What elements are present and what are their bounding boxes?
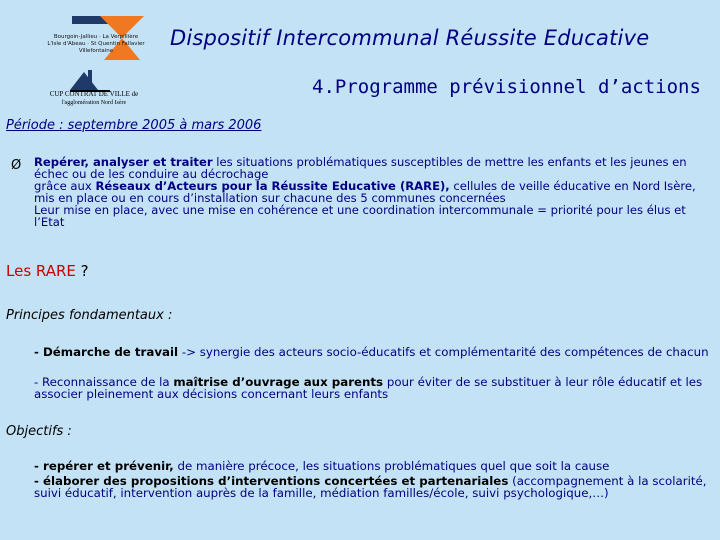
intro-line-3: Leur mise en place, avec une mise en cohérence et une coordination intercommunale = priorité pour les élus et l’Etat <box>34 203 686 229</box>
principle-item-1 <box>34 346 716 358</box>
objective-item-2 <box>34 475 716 499</box>
logo-communes-line: Bourgoin-Jallieu · La Verpillière <box>53 34 139 40</box>
logo-communes-line: Villefontaine <box>78 48 114 54</box>
logo-communes-line: L'Isle d'Abeau · St Quentin Fallavier <box>47 41 145 47</box>
principle-bold: - Démarche de travail <box>34 345 179 359</box>
objectives-heading: Objectifs : <box>6 424 72 439</box>
page-title: Dispositif Intercommunal Réussite Educative <box>170 26 650 50</box>
logo-communes-text <box>34 34 158 55</box>
principle-bold: maîtrise d’ouvrage aux parents <box>173 375 384 389</box>
rare-heading-rest: ? <box>75 262 89 280</box>
principle-item-2 <box>34 376 716 400</box>
contrat-de-ville-logo <box>34 68 154 112</box>
intro-line-1 <box>34 156 702 180</box>
intro-text: les situations problématiques susceptibles de mettre les enfants et les jeunes en échec ou de les conduire au décrochage <box>34 155 687 181</box>
objective-bold: - repérer et prévenir, <box>34 459 174 473</box>
page-subtitle: 4.Programme prévisionnel d’actions <box>312 76 701 98</box>
partner-communes-logo <box>34 16 158 64</box>
intro-line-2 <box>34 180 702 204</box>
objective-item-1 <box>34 460 716 472</box>
principle-text: -> synergie des acteurs socio-éducatifs et complémentarité des compétences de chacun <box>178 345 709 359</box>
principles-heading: Principes fondamentaux : <box>6 308 173 323</box>
objective-text: (accompagnement à la scolarité, suivi éducatif, intervention auprès de la famille, médiation familles/école, suivi psychologique,…) <box>34 474 707 501</box>
logo-cup-label: CUP CONTRAT DE VILLE de <box>49 90 139 98</box>
principle-text: - Reconnaissance de la <box>34 375 174 389</box>
rare-heading <box>6 262 89 280</box>
arrow-bullet-icon: Ø <box>11 158 22 173</box>
period-label: Période : septembre 2005 à mars 2006 <box>6 118 262 133</box>
building-logo-icon <box>34 68 154 92</box>
intro-bold: Réseaux d’Acteurs pour la Réussite Educative (RARE), <box>95 179 450 193</box>
logo-agglomeration-label: l'agglomération Nord Isère <box>61 100 127 106</box>
intro-bold: Repérer, analyser et traiter <box>34 155 213 169</box>
objective-text: de manière précoce, les situations problématiques quel que soit la cause <box>173 459 610 473</box>
objective-bold: - élaborer des propositions d’interventions concertées et partenariales <box>34 474 509 488</box>
intro-text: cellules de veille éducative en Nord Isère, mis en place ou en cours d’installation sur chacune des 5 communes concernées <box>34 179 696 205</box>
rare-heading-red: Les RARE <box>6 262 76 280</box>
intro-paragraph <box>34 156 702 228</box>
intro-text: grâce aux <box>34 179 96 193</box>
principle-text: pour éviter de se substituer à leur rôle éducatif et les associer pleinement aux décisions concernant leurs enfants <box>34 375 703 402</box>
